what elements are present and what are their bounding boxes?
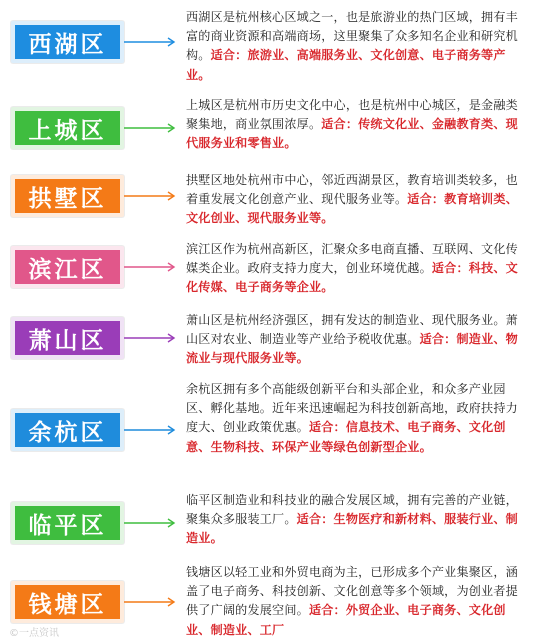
district-badge: 临平区 — [11, 502, 124, 544]
arrow-right-icon — [124, 262, 177, 272]
district-badge: 萧山区 — [11, 317, 124, 359]
district-description — [186, 171, 526, 229]
arrow-right-icon — [124, 123, 177, 133]
district-description — [186, 240, 526, 298]
arrow-right-icon — [124, 518, 177, 528]
description-text: 临平区制造业和科技业的融合发展区域，拥有完善的产业链，聚集众多服装工厂。 — [186, 493, 518, 527]
arrow-right-icon — [124, 37, 177, 47]
district-badge: 拱墅区 — [11, 175, 124, 217]
district-description — [186, 491, 526, 549]
district-description — [186, 96, 526, 154]
district-badge: 西湖区 — [11, 21, 124, 63]
district-description — [186, 311, 526, 369]
watermark — [9, 624, 59, 639]
arrow-right-icon — [124, 425, 177, 435]
description-text: 余杭区拥有多个高能级创新平台和头部企业，和众多产业园区、孵化基地。近年来迅速崛起为科技创新高地，政府扶持力度大、创业政策优惠。 — [186, 382, 518, 435]
suitable-industries: 适合：生物医疗和新材料、服装行业、制造业。 — [186, 512, 518, 546]
arrow-right-icon — [124, 333, 177, 343]
district-badge: 余杭区 — [11, 409, 124, 451]
description-text: 西湖区是杭州核心区域之一，也是旅游业的热门区域，拥有丰富的商业资源和高端商场，这里聚集了众多知名企业和研究机构。 — [186, 10, 518, 63]
district-description — [186, 8, 526, 85]
arrow-right-icon — [124, 191, 177, 201]
suitable-industries: 适合：教育培训类、文化创业、现代服务业等。 — [186, 192, 518, 226]
suitable-industries: 适合：科技、文化传媒、电子商务等企业。 — [186, 261, 518, 295]
description-text: 拱墅区地处杭州市中心，邻近西湖景区，教育培训类较多，也着重发展文化创意产业、现代服务业等。 — [186, 173, 518, 207]
suitable-industries: 适合：外贸企业、电子商务、文化创业、制造业、工厂 — [186, 603, 506, 637]
district-badge: 上城区 — [11, 107, 124, 149]
description-text: 钱塘区以轻工业和外贸电商为主，已形成多个产业集聚区，涵盖了电子商务、科技创新、文化创意等多个领域，为创业者提供了广阔的发展空间。 — [186, 565, 518, 618]
description-text: 萧山区是杭州经济强区，拥有发达的制造业、现代服务业。萧山区对农业、制造业等产业给予税收优惠。 — [186, 313, 518, 347]
district-badge: 钱塘区 — [11, 581, 124, 623]
suitable-industries: 适合：旅游业、高端服务业、文化创意、电子商务等产业。 — [186, 48, 506, 82]
district-badge: 滨江区 — [11, 246, 124, 288]
description-text: 上城区是杭州市历史文化中心，也是杭州中心城区，是金融类聚集地，商业氛围浓厚。 — [186, 98, 518, 132]
district-description — [186, 563, 526, 640]
district-description — [186, 380, 526, 457]
arrow-right-icon — [124, 597, 177, 607]
suitable-industries: 适合：制造业、物流业与现代服务业等。 — [186, 332, 518, 366]
watermark-text: ©一点资讯 — [9, 628, 59, 639]
description-text: 滨江区作为杭州高新区，汇聚众多电商直播、互联网、文化传媒类企业。政府支持力度大，创业环境优越。 — [186, 242, 518, 276]
suitable-industries: 适合：传统文化业、金融教育类、现代服务业和零售业。 — [186, 117, 518, 151]
suitable-industries: 适合：信息技术、电子商务、文化创意、生物科技、环保产业等绿色创新型企业。 — [186, 420, 506, 454]
